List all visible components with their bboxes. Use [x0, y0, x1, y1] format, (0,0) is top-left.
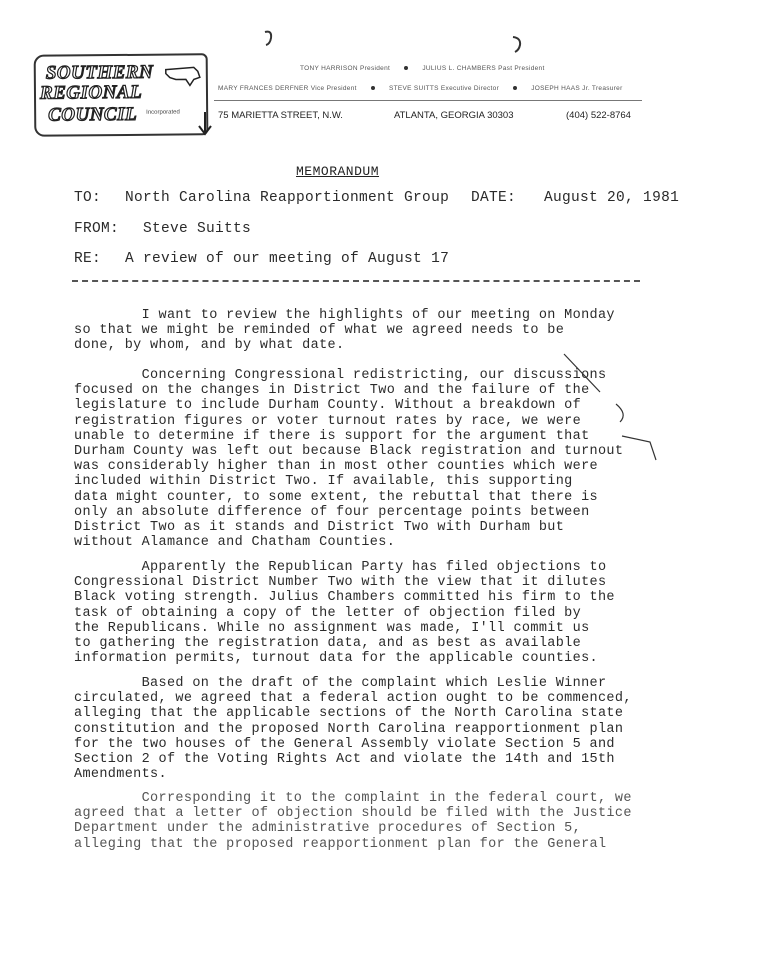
address-city: ATLANTA, GEORGIA 30303 [394, 110, 514, 121]
separator-dot [404, 66, 408, 70]
re-label: RE: [74, 251, 102, 267]
to-value: North Carolina Reapportionment Group [125, 190, 450, 206]
to-label: TO: [74, 190, 102, 206]
memo-title: MEMORANDUM [296, 164, 380, 179]
officer-treasurer: JOSEPH HAAS Jr. Treasurer [531, 85, 623, 92]
re-value: A review of our meeting of August 17 [125, 251, 450, 267]
officer-executive-director: STEVE SUITTS Executive Director [388, 85, 500, 92]
date-value: August 20, 1981 [544, 190, 680, 206]
logo-arrow-icon [196, 112, 214, 140]
memo-date-line [471, 190, 679, 206]
organization-logo [34, 53, 209, 137]
letterhead-rule [214, 100, 642, 101]
body-paragraph-5: Corresponding it to the complaint in the federal court, we agreed that a letter of objection should be filed with the Justice Department under the administrative procedures of Section 5, alleging that the proposed reapportionment plan for the General [74, 791, 632, 852]
handwritten-annotation-icon [560, 352, 670, 472]
officer-vice-president: MARY FRANCES DERFNER Vice President [218, 85, 357, 92]
memo-from-line [74, 221, 251, 237]
stray-mark-icon [262, 28, 276, 48]
southern-states-map-icon [164, 65, 202, 87]
memo-to-line [74, 190, 449, 206]
header-divider [72, 280, 640, 282]
address-phone: (404) 522-8764 [566, 110, 631, 121]
body-paragraph-3: Apparently the Republican Party has filed objections to Congressional District Number Two with the view that it dilutes Black voting strength. Julius Chambers committed his firm to the task of obtaining a copy of the letter of objection filed by the Republicans. While no assignment was made, I'll commit us to gathering the registration data, and as best as available information permits, turnout data for the applicable counties. [74, 560, 615, 667]
officer-past-president: JULIUS L. CHAMBERS Past President [422, 65, 545, 72]
logo-text-line-1: SOUTHERN [45, 61, 154, 84]
officers-row-1 [300, 65, 545, 72]
body-paragraph-2: Concerning Congressional redistricting, our discussions focused on the changes in District Two and the failure of the legislature to include Durham County. Without a breakdown of registration figures or voter turnout rates by race, we were unable to determine if there is support for the argument that Durham County was left out because Black registration and turnout was considerably higher than in most other counties which were included within District Two. If available, this supporting data might counter, to some extent, the rebuttal that there is only an absolute difference of four percentage points between District Two as it stands and District Two with Durham but without Alamance and Chatham Counties. [74, 368, 624, 551]
body-paragraph-1: I want to review the highlights of our meeting on Monday so that we might be reminded of what we agreed needs to be done, by whom, and by what date. [74, 308, 615, 354]
address-street: 75 MARIETTA STREET, N.W. [218, 110, 343, 121]
separator-dot [513, 86, 517, 90]
logo-text-line-3: COUNCIL [48, 103, 138, 126]
separator-dot [371, 86, 375, 90]
from-label: FROM: [74, 221, 120, 237]
officers-row-2 [218, 85, 623, 92]
logo-suffix: Incorporated [146, 109, 180, 116]
logo-text-line-2: REGIONAL [39, 81, 143, 104]
officer-president: TONY HARRISON President [300, 65, 391, 72]
stray-mark-icon [510, 34, 524, 54]
memo-re-line [74, 251, 449, 267]
date-label: DATE: [471, 190, 517, 206]
from-value: Steve Suitts [143, 221, 252, 237]
body-paragraph-4: Based on the draft of the complaint which Leslie Winner circulated, we agreed that a federal action ought to be commenced, alleging that the applicable sections of the North Carolina state constitution and the proposed North Carolina reapportionment plan for the two houses of the General Assembly violate Section 5 and Section 2 of the Voting Rights Act and violate the 14th and 15th Amendments. [74, 676, 632, 783]
